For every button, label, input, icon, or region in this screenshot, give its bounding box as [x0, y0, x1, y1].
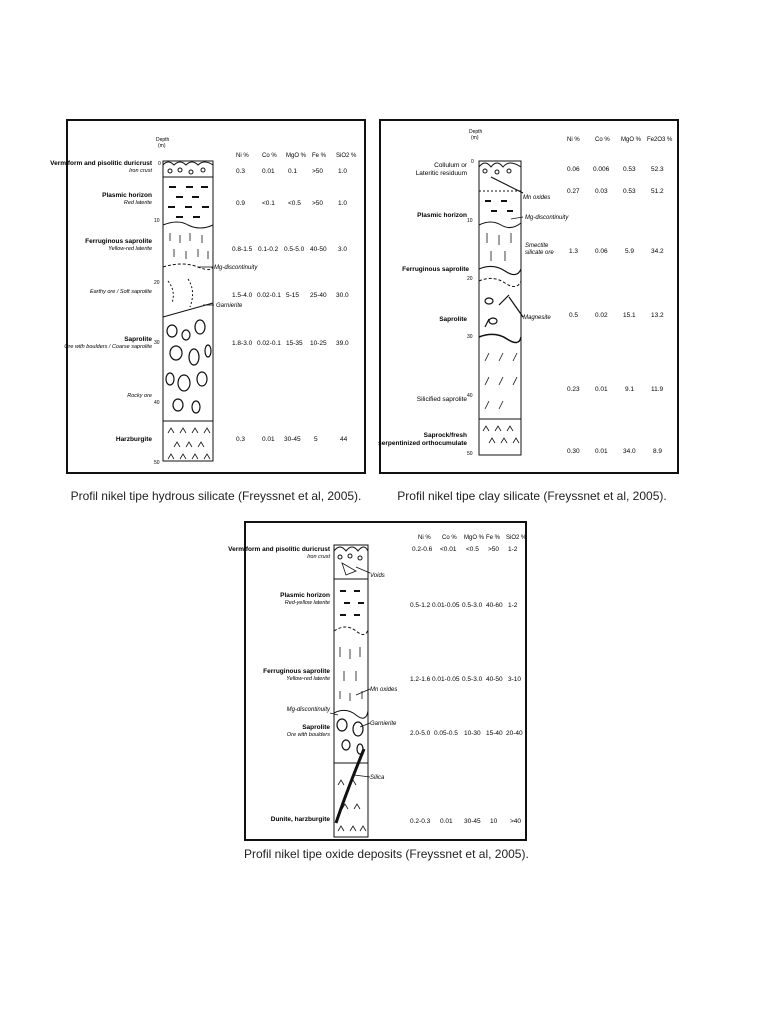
- values-saprolite: [410, 730, 523, 737]
- values-ferruginous: [569, 248, 664, 255]
- value-cell: 1.0: [338, 168, 348, 175]
- layer-ferruginous-name: Ferruginous saprolite: [402, 266, 469, 273]
- layer-ferruginous-name: Ferruginous saprolite: [263, 668, 330, 675]
- value-cell: 15-40: [486, 730, 503, 737]
- value-cell: <0.01: [440, 546, 457, 553]
- value-cell: 44: [340, 436, 348, 443]
- value-cell: 0.9: [236, 200, 246, 207]
- value-cell: 0.1: [288, 168, 298, 175]
- header-fe: Fe %: [312, 153, 327, 159]
- tick-40: 40: [467, 393, 473, 399]
- value-cell: 0.27: [567, 188, 580, 195]
- layer-plasmic-name: Plasmic horizon: [102, 192, 152, 199]
- value-cell: 15-35: [286, 340, 303, 347]
- value-cell: 0.5-1.2: [410, 602, 431, 609]
- value-cell: 40-60: [486, 602, 503, 609]
- value-cell: 52.3: [651, 166, 664, 173]
- value-cell: 30-45: [464, 818, 481, 825]
- layer-ferruginous-name: Ferruginous saprolite: [85, 238, 152, 245]
- values-silicified: [567, 386, 664, 393]
- tick-40: 40: [154, 400, 160, 406]
- value-cell: 0.2-0.3: [410, 818, 431, 825]
- header-co: Co %: [595, 137, 610, 143]
- caption-hydrous-silicate: Profil nikel tipe hydrous silicate (Freyssnet et al, 2005).: [70, 489, 362, 503]
- value-cell: 0.05-0.5: [434, 730, 458, 737]
- annotation-silicate-ore: silicate ore: [525, 250, 554, 256]
- value-cell: 10: [490, 818, 498, 825]
- values-duricrust: [412, 546, 518, 553]
- depth-axis: [467, 159, 474, 457]
- layer-duricrust-name: Vermiform and pisolitic duricrust: [228, 546, 330, 553]
- profile-column: [163, 161, 213, 461]
- layer-plasmic-sub: Red-yellow laterite: [284, 600, 330, 606]
- values-duricrust: [236, 168, 347, 175]
- value-cell: 0.01-0.05: [432, 602, 460, 609]
- header-ni: Ni %: [418, 535, 431, 541]
- profile-column: [479, 161, 521, 455]
- value-cell: 0.5-5.0: [284, 246, 305, 253]
- caption-clay-silicate: Profil nikel tipe clay silicate (Freyssnet et al, 2005).: [397, 489, 667, 503]
- values-plasmic: [410, 602, 518, 609]
- value-cell: >50: [312, 200, 324, 207]
- value-cell: 2.0-5.0: [410, 730, 431, 737]
- layer-saprock-name: Saprock/fresh: [423, 432, 467, 439]
- value-cell: 1.5-4.0: [232, 292, 253, 299]
- header-co: Co %: [262, 153, 277, 159]
- layer-rocky-sub: Rocky ore: [127, 393, 152, 399]
- value-cell: 40-50: [486, 676, 503, 683]
- layer-earthy-sub: Earthy ore / Soft saprolite: [89, 289, 152, 295]
- values-ferruginous: [410, 676, 521, 683]
- layer-duricrust-sub: Iron crust: [307, 554, 330, 560]
- header-mgo: MgO %: [464, 535, 485, 541]
- value-cell: 39.0: [336, 340, 349, 347]
- value-cell: 0.1-0.2: [258, 246, 279, 253]
- layer-saprolite-name: Saprolite: [302, 724, 330, 731]
- value-cell: 34.0: [623, 448, 636, 455]
- value-cell: 0.01: [262, 168, 275, 175]
- value-cell: 0.53: [623, 166, 636, 173]
- value-cell: 30-45: [284, 436, 301, 443]
- value-cell: 15.1: [623, 312, 636, 319]
- values-saprolite: [569, 312, 664, 319]
- values-plasmic: [236, 200, 347, 207]
- layer-saprolite-name: Saprolite: [439, 316, 467, 323]
- clay-silicate-profile-diagram: [378, 121, 677, 472]
- tick-0: 0: [471, 159, 474, 165]
- value-cell: 5-15: [286, 292, 300, 299]
- header-co: Co %: [442, 535, 457, 541]
- value-cell: <0.5: [466, 546, 479, 553]
- layer-duricrust-name: Vermiform and pisolitic duricrust: [50, 160, 152, 167]
- value-cell: 8.9: [653, 448, 663, 455]
- layer-collulum-name: Collulum or: [434, 162, 467, 169]
- annotation-mg-discontinuity: Mg-discontinuity: [525, 215, 569, 221]
- value-cell: 0.23: [567, 386, 580, 393]
- header-fe2o3: Fe2O3 %: [647, 137, 673, 143]
- value-cell: 9.1: [625, 386, 635, 393]
- tick-20: 20: [154, 280, 160, 286]
- value-cell: 3.0: [338, 246, 348, 253]
- annotation-mg-discontinuity: Mg-discontinuity: [214, 265, 258, 271]
- header-mgo: MgO %: [621, 137, 642, 143]
- annotation-silica: Silica: [370, 775, 385, 781]
- value-cell: 5: [314, 436, 318, 443]
- header-ni: Ni %: [236, 153, 249, 159]
- tick-0: 0: [158, 161, 161, 167]
- layer-saprolite-name: Saprolite: [124, 336, 152, 343]
- oxide-deposit-profile-diagram: [228, 523, 527, 839]
- annotation-voids: Voids: [370, 573, 385, 579]
- value-cell: 0.3: [236, 436, 246, 443]
- value-cell: 0.30: [567, 448, 580, 455]
- value-cell: 40-50: [310, 246, 327, 253]
- annotation-garnierite: Garnierite: [216, 303, 243, 309]
- value-cell: 20-40: [506, 730, 523, 737]
- layer-plasmic-name: Plasmic horizon: [280, 592, 330, 599]
- depth-label: Depth: [469, 129, 483, 135]
- value-cell: 0.5-3.0: [462, 676, 483, 683]
- depth-unit: (m): [471, 135, 479, 141]
- annotation-garnierite: Garnierite: [370, 721, 397, 727]
- values-collulum: [567, 166, 664, 173]
- value-cell: 1.2-1.6: [410, 676, 431, 683]
- caption-oxide-deposits: Profil nikel tipe oxide deposits (Freyssnet et al, 2005).: [244, 847, 529, 861]
- tick-10: 10: [154, 218, 160, 224]
- value-cell: >40: [510, 818, 522, 825]
- annotation-mn-oxides: Mn oxides: [370, 687, 398, 693]
- profile-column: [334, 545, 368, 837]
- annotation-mn-oxides: Mn oxides: [523, 195, 551, 201]
- value-cell: 0.03: [595, 188, 608, 195]
- tick-50: 50: [467, 451, 473, 457]
- layer-ferruginous-sub: Yellow-red laterite: [286, 676, 330, 682]
- layer-silicified-name: Silicified saprolite: [416, 396, 467, 403]
- layer-plasmic-sub: Red laterite: [123, 200, 152, 206]
- value-cell: 1.0: [338, 200, 348, 207]
- value-cell: 0.53: [623, 188, 636, 195]
- value-cell: 0.01: [440, 818, 453, 825]
- value-cell: 0.06: [595, 248, 608, 255]
- value-cell: 0.02: [595, 312, 608, 319]
- layer-saprolite-sub: Ore with boulders / Coarse saprolite: [64, 344, 152, 350]
- value-cell: 34.2: [651, 248, 664, 255]
- value-cell: 5.9: [625, 248, 635, 255]
- values-dunite: [410, 818, 521, 825]
- header-mgo: MgO %: [286, 153, 307, 159]
- layer-saprolite-sub: Ore with boulders: [286, 732, 330, 738]
- tick-20: 20: [467, 276, 473, 282]
- annotation-magnesite: Magnesite: [523, 315, 551, 321]
- layer-plasmic-name: Plasmic horizon: [417, 212, 467, 219]
- value-cell: >50: [312, 168, 324, 175]
- value-cell: 0.01: [595, 448, 608, 455]
- value-cell: 30.0: [336, 292, 349, 299]
- layer-ferruginous-sub: Yellow-red laterite: [108, 246, 152, 252]
- value-cell: 0.006: [593, 166, 610, 173]
- value-cell: 0.5-3.0: [462, 602, 483, 609]
- layer-duricrust-sub: Iron crust: [129, 168, 152, 174]
- value-cell: 0.02-0.1: [257, 292, 281, 299]
- header-sio2: SiO2 %: [336, 153, 357, 159]
- value-cell: 10-30: [464, 730, 481, 737]
- value-cell: 0.2-0.6: [412, 546, 433, 553]
- depth-unit: (m): [158, 143, 166, 149]
- layer-dunite-name: Dunite, harzburgite: [270, 816, 330, 823]
- depth-axis: [154, 161, 161, 466]
- value-cell: 25-40: [310, 292, 327, 299]
- value-cell: 1-2: [508, 602, 518, 609]
- layer-collulum-sub: Lateritic residuum: [415, 170, 467, 177]
- tick-30: 30: [154, 340, 160, 346]
- value-cell: 11.9: [651, 386, 664, 393]
- value-cell: 0.02-0.1: [257, 340, 281, 347]
- clay-silicate-profile-figure: [379, 119, 679, 474]
- hydrous-silicate-profile-diagram: [50, 121, 364, 472]
- values-earthy: [232, 292, 349, 299]
- value-cell: 1-2: [508, 546, 518, 553]
- value-cell: 51.2: [651, 188, 664, 195]
- tick-30: 30: [467, 334, 473, 340]
- hydrous-silicate-profile-figure: [50, 119, 366, 474]
- value-cell: 10-25: [310, 340, 327, 347]
- value-cell: >50: [488, 546, 500, 553]
- values-upper: [567, 188, 664, 195]
- value-cell: 0.5: [569, 312, 579, 319]
- value-cell: 13.2: [651, 312, 664, 319]
- values-saprolite: [232, 340, 349, 347]
- depth-label: Depth: [156, 137, 170, 143]
- value-cell: 3-10: [508, 676, 522, 683]
- value-cell: 0.01: [262, 436, 275, 443]
- values-harzburgite: [236, 436, 348, 443]
- layer-saprock-sub: serpentinized orthocumulate: [378, 440, 467, 447]
- header-fe: Fe %: [486, 535, 501, 541]
- layer-harzburgite-name: Harzburgite: [115, 436, 152, 443]
- value-cell: 0.01: [595, 386, 608, 393]
- value-cell: 0.01-0.05: [432, 676, 460, 683]
- annotation-smectite: Smectite: [525, 243, 549, 249]
- value-cell: 1.3: [569, 248, 579, 255]
- tick-50: 50: [154, 460, 160, 466]
- tick-10: 10: [467, 218, 473, 224]
- value-cell: <0.5: [288, 200, 301, 207]
- value-cell: <0.1: [262, 200, 275, 207]
- value-cell: 1.8-3.0: [232, 340, 253, 347]
- value-cell: 0.06: [567, 166, 580, 173]
- oxide-deposit-profile-figure: [228, 521, 527, 841]
- values-ferruginous: [232, 246, 347, 253]
- annotation-mg-discontinuity: Mg-discontinuity: [286, 707, 330, 713]
- value-cell: 0.3: [236, 168, 246, 175]
- header-sio2: SiO2 %: [506, 535, 527, 541]
- value-cell: 0.8-1.5: [232, 246, 253, 253]
- values-saprock: [567, 448, 662, 455]
- header-ni: Ni %: [567, 137, 580, 143]
